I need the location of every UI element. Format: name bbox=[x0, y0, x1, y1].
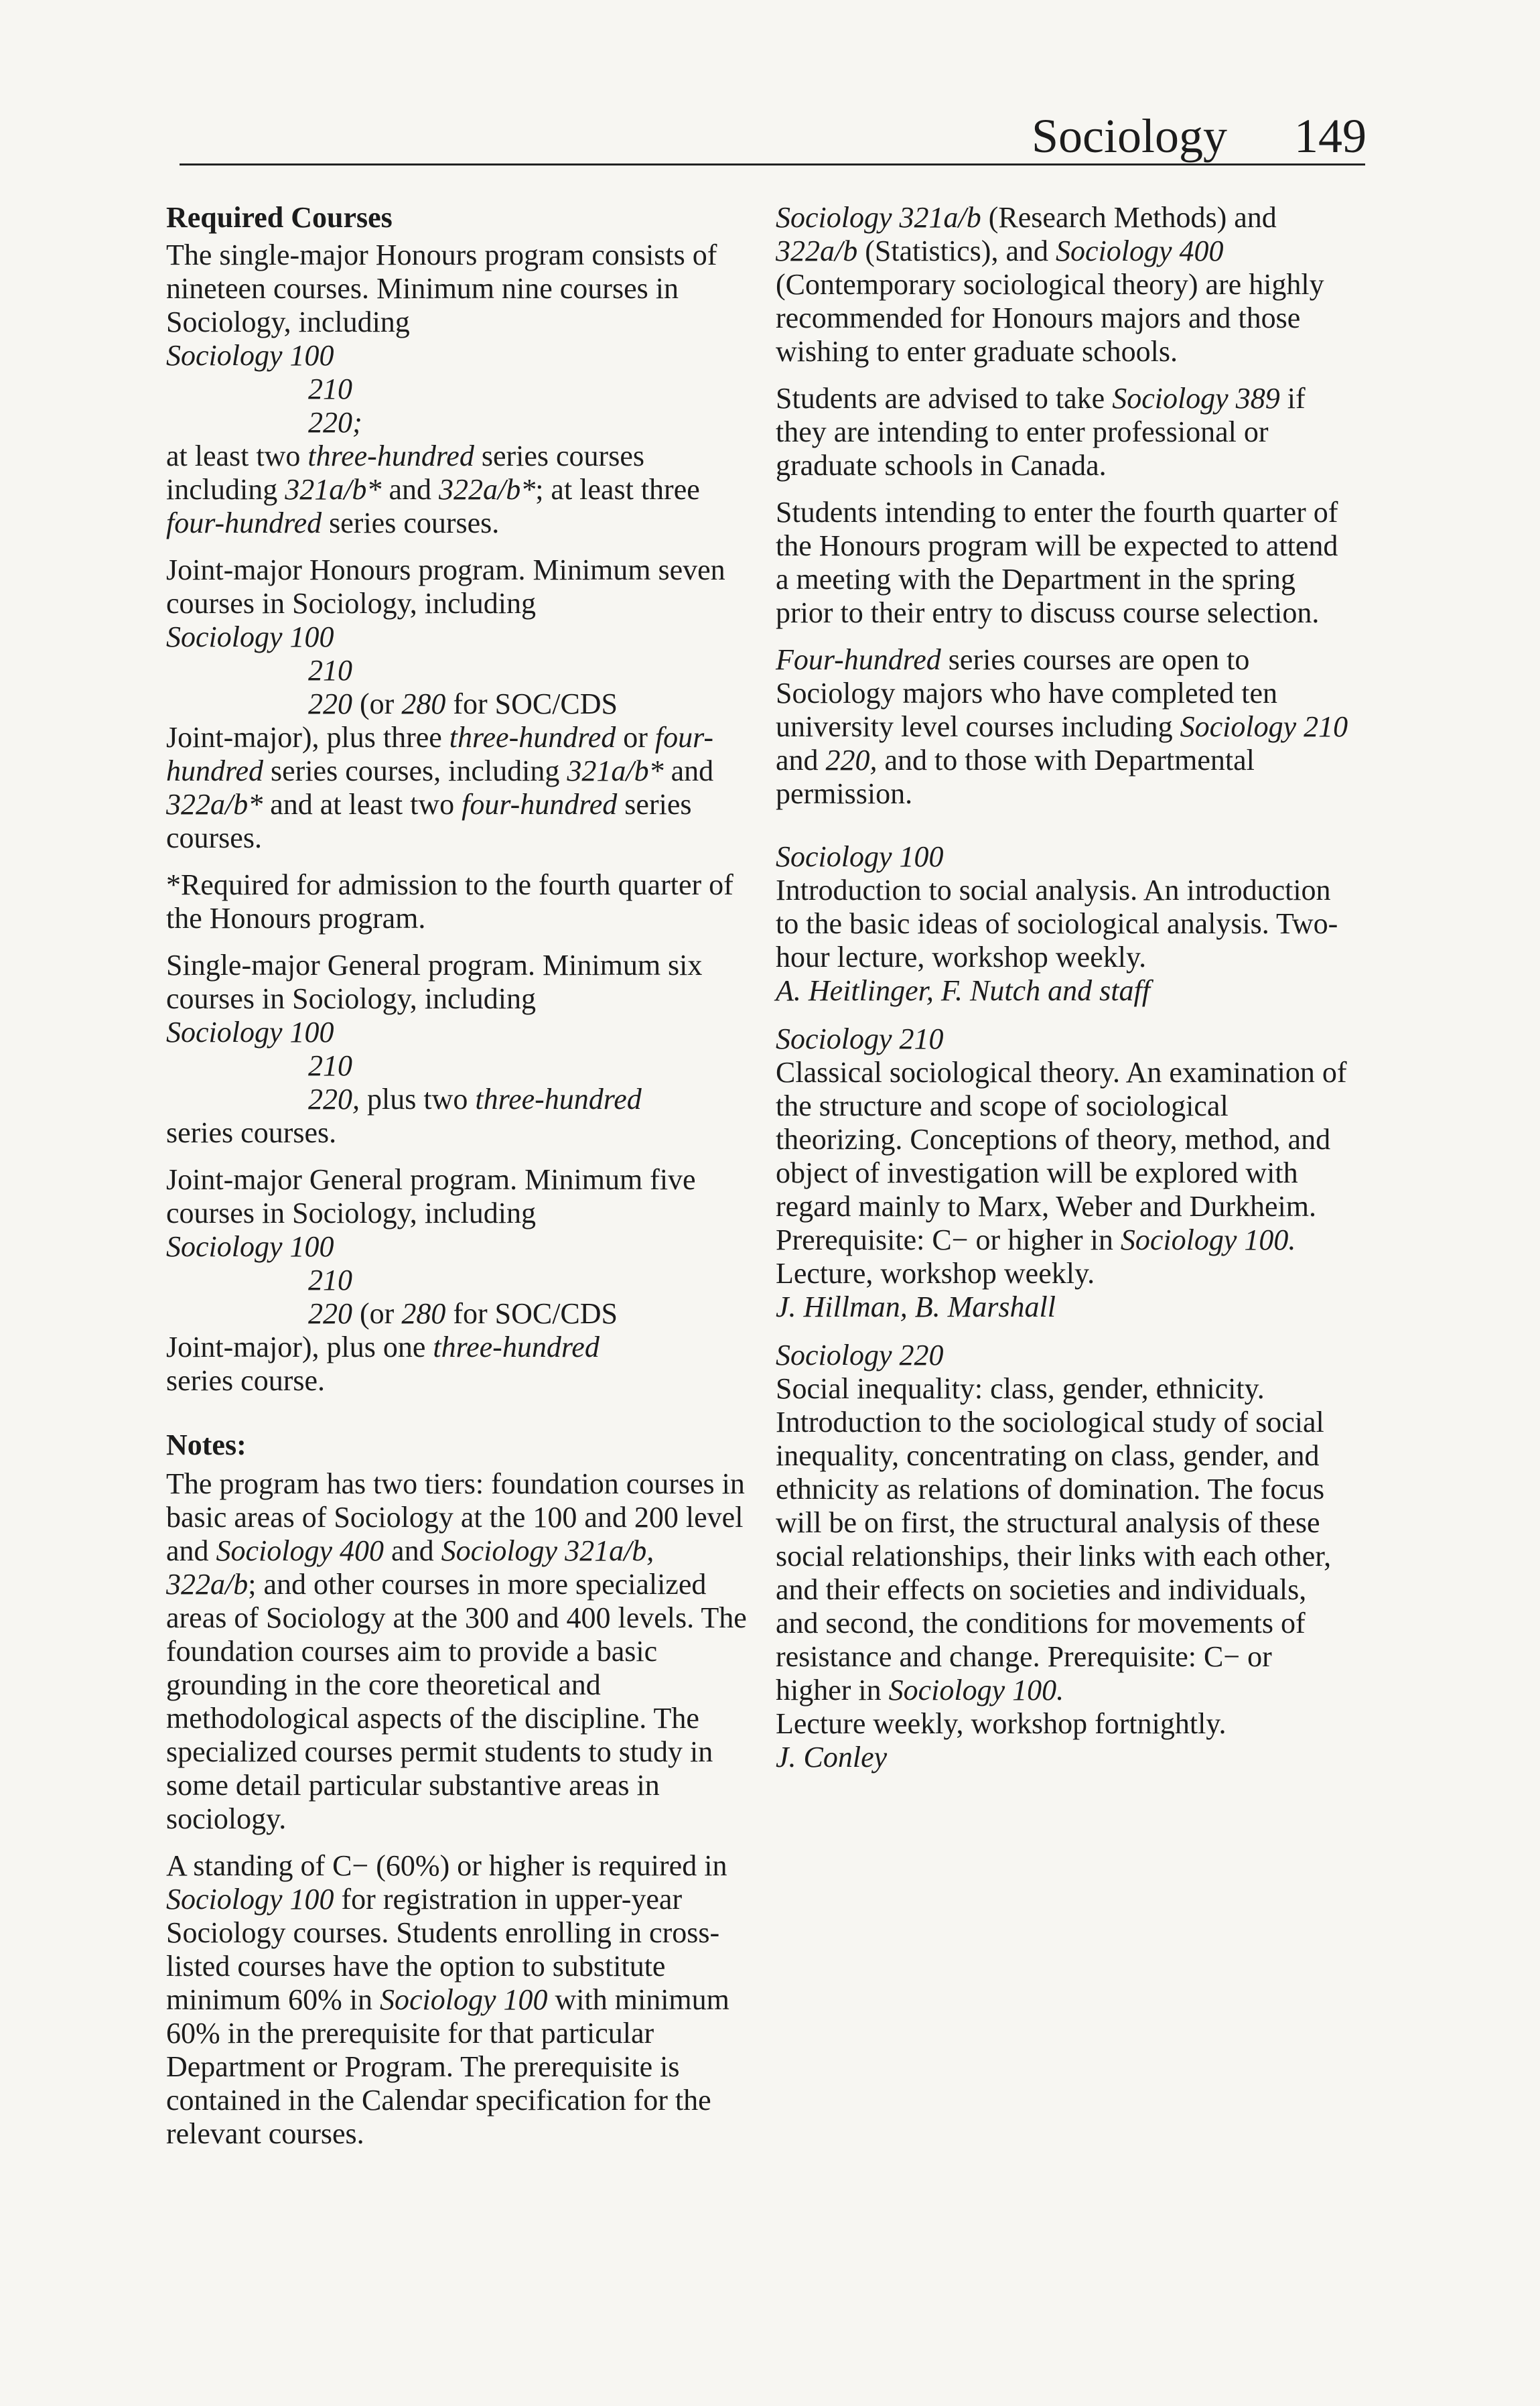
course-ref: 220 bbox=[308, 1297, 352, 1330]
line bbox=[166, 687, 749, 721]
four-hundred-series-paragraph bbox=[776, 643, 1352, 811]
course-ref: Sociology 210 bbox=[1180, 710, 1348, 743]
text: Students are advised to take bbox=[776, 382, 1113, 415]
course-ref: Sociology 100 bbox=[166, 1883, 334, 1916]
course-ref: 220 bbox=[308, 687, 352, 720]
recommended-courses-paragraph bbox=[776, 201, 1352, 369]
course-title: Sociology 210 bbox=[776, 1022, 944, 1055]
notes-heading: Notes: bbox=[166, 1428, 247, 1461]
course-ref: Sociology 100. bbox=[888, 1674, 1064, 1707]
course-schedule: Lecture, workshop weekly. bbox=[776, 1257, 1095, 1290]
text: Joint-major), plus one bbox=[166, 1331, 433, 1363]
text: four-hundred bbox=[462, 788, 618, 821]
text: series courses, including bbox=[263, 754, 567, 787]
right-column bbox=[776, 201, 1352, 1789]
text: and bbox=[776, 744, 826, 777]
single-major-honours-paragraph bbox=[166, 239, 749, 540]
text: and bbox=[663, 754, 714, 787]
text: or bbox=[616, 721, 655, 754]
line bbox=[166, 1297, 749, 1331]
course-description bbox=[776, 1056, 1352, 1257]
text: three-hundred bbox=[475, 1083, 642, 1116]
sociology-389-paragraph bbox=[776, 382, 1352, 482]
course-ref: Sociology 400 bbox=[216, 1534, 384, 1567]
course-ref: 220, bbox=[308, 1083, 360, 1116]
notes-paragraph-2 bbox=[166, 1849, 749, 2151]
course-ref: 220; bbox=[308, 406, 362, 439]
text: (or bbox=[352, 1297, 402, 1330]
text: series course. bbox=[166, 1364, 326, 1397]
text: (Research Methods) and bbox=[981, 201, 1277, 234]
text: Social inequality: class, gender, ethnicity. Introduction to the sociological study of social inequality, concentrating on class, gender, and ethnicity as relations of domination. The focus will be on first, the structural analysis of these social relationships, their links with each other, and their effects on societies and individuals, and second, the conditions for movements of resistance and change. Prerequisite: C− or higher in bbox=[776, 1372, 1332, 1707]
course-description: Introduction to social analysis. An introduction to the basic ideas of sociological analysis. Two-hour lecture, workshop weekly. bbox=[776, 874, 1338, 974]
course-ref: Sociology 321a/b bbox=[776, 201, 981, 234]
course-instructors: J. Hillman, B. Marshall bbox=[776, 1290, 1056, 1323]
course-ref: Sociology 100 bbox=[166, 1016, 334, 1049]
text: three-hundred bbox=[307, 440, 474, 472]
page-number: 149 bbox=[1294, 109, 1367, 163]
text: ; and other courses in more specialized areas of Sociology at the 300 and 400 levels. The foundation courses aim to provide a basic grounding in the core theoretical and methodological aspects of the discipline. The specialized courses permit students to study in some detail particular substantive areas in sociology. bbox=[166, 1568, 747, 1835]
notes-paragraph-1 bbox=[166, 1467, 749, 1836]
text: and bbox=[384, 1534, 441, 1567]
course-ref: 322a/b* bbox=[438, 473, 536, 506]
course-ref: Sociology 100 bbox=[380, 1983, 548, 2016]
text: three-hundred bbox=[449, 721, 616, 754]
text: plus two bbox=[360, 1083, 476, 1116]
text: series courses. bbox=[166, 1116, 337, 1149]
text: and at least two bbox=[263, 788, 462, 821]
text: if they are intending to enter professional or graduate schools in Canada. bbox=[776, 382, 1306, 482]
course-ref: 321a/b* bbox=[285, 473, 382, 506]
course-sociology-100 bbox=[776, 840, 1352, 1008]
course-ref: Sociology 100. bbox=[1120, 1223, 1296, 1256]
text: series courses including bbox=[166, 440, 644, 506]
text: with minimum 60% in the prerequisite for that particular Department or Program. The prerequisite is contained in the Calendar specification for the relevant courses. bbox=[166, 1983, 729, 2150]
course-ref: Sociology 100 bbox=[166, 339, 334, 372]
joint-major-general-paragraph bbox=[166, 1163, 749, 1398]
course-instructors: A. Heitlinger, F. Nutch and staff bbox=[776, 974, 1150, 1007]
text: A standing of C− (60%) or higher is required in bbox=[166, 1849, 727, 1882]
text: three-hundred bbox=[433, 1331, 600, 1363]
course-ref: Sociology 100 bbox=[166, 1230, 334, 1263]
course-ref: Sociology 389 bbox=[1112, 382, 1280, 415]
text: for registration in upper-year Sociology courses. Students enrolling in cross-listed courses have the option to substitute minimum 60% in bbox=[166, 1883, 720, 2016]
text: for SOC/CDS bbox=[445, 1297, 618, 1330]
course-instructors: J. Conley bbox=[776, 1741, 888, 1774]
course-ref: 210 bbox=[308, 373, 352, 405]
text: (Contemporary sociological theory) are highly recommended for Honours majors and those wishing to enter graduate schools. bbox=[776, 268, 1324, 368]
text: Classical sociological theory. An examination of the structure and scope of sociological theorizing. Conceptions of theory, method, and object of investigation will be explored with regard mainly to Marx, Weber and Durkheim. Prerequisite: C− or higher in bbox=[776, 1056, 1347, 1256]
course-ref: 322a/b* bbox=[166, 788, 263, 821]
joint-major-honours-paragraph bbox=[166, 553, 749, 855]
course-title: Sociology 100 bbox=[776, 840, 944, 873]
line bbox=[166, 1083, 749, 1116]
text: series courses. bbox=[322, 507, 500, 539]
text: ; at least three bbox=[535, 473, 700, 506]
course-schedule: Lecture weekly, workshop fortnightly. bbox=[776, 1707, 1227, 1740]
course-ref: 220, bbox=[825, 744, 878, 777]
required-courses-heading: Required Courses bbox=[166, 201, 393, 234]
course-ref: Sociology 400 bbox=[1055, 235, 1224, 267]
text: at least two bbox=[166, 440, 308, 472]
course-ref: 210 bbox=[308, 654, 352, 687]
text: (or bbox=[352, 687, 402, 720]
course-title: Sociology 220 bbox=[776, 1339, 944, 1372]
course-ref: Sociology 100 bbox=[166, 620, 334, 653]
text: The single-major Honours program consists of nineteen courses. Minimum nine courses in Sociology, including bbox=[166, 239, 717, 338]
text: Single-major General program. Minimum six courses in Sociology, including bbox=[166, 949, 703, 1015]
text: series courses. bbox=[166, 788, 692, 854]
text: and bbox=[381, 473, 439, 506]
section-title: Sociology bbox=[1032, 109, 1228, 163]
text: Joint-major General program. Minimum five courses in Sociology, including bbox=[166, 1163, 696, 1229]
course-ref: Sociology 321a/b, 322a/b bbox=[166, 1534, 654, 1601]
course-description bbox=[776, 1372, 1352, 1707]
text: Four-hundred bbox=[776, 643, 941, 676]
course-ref: 322a/b bbox=[776, 235, 858, 267]
course-sociology-220 bbox=[776, 1339, 1352, 1774]
text: (Statistics), and bbox=[857, 235, 1056, 267]
single-major-general-paragraph bbox=[166, 949, 749, 1150]
left-column bbox=[166, 201, 749, 2164]
course-ref: 280 bbox=[401, 687, 446, 720]
header-rule bbox=[180, 163, 1365, 165]
text: Joint-major), plus three bbox=[166, 721, 449, 754]
text: for SOC/CDS bbox=[445, 687, 618, 720]
text: series courses are open to Sociology majors who have completed ten university level courses including bbox=[776, 643, 1278, 743]
course-ref: 210 bbox=[308, 1264, 352, 1296]
course-ref: 321a/b* bbox=[567, 754, 664, 787]
course-ref: 280 bbox=[401, 1297, 446, 1330]
text: four-hundred bbox=[166, 721, 714, 787]
footnote: *Required for admission to the fourth quarter of the Honours program. bbox=[166, 868, 733, 935]
text: The program has two tiers: foundation courses in basic areas of Sociology at the 100 and 200 level and bbox=[166, 1467, 745, 1567]
text: Joint-major Honours program. Minimum seven courses in Sociology, including bbox=[166, 553, 725, 620]
text: and to those with Departmental permission. bbox=[776, 744, 1255, 810]
course-ref: 210 bbox=[308, 1049, 352, 1082]
fourth-quarter-paragraph: Students intending to enter the fourth quarter of the Honours program will be expected to attend a meeting with the Department in the spring prior to their entry to discuss course selection. bbox=[776, 496, 1338, 629]
text: four-hundred bbox=[166, 507, 322, 539]
course-sociology-210 bbox=[776, 1022, 1352, 1324]
